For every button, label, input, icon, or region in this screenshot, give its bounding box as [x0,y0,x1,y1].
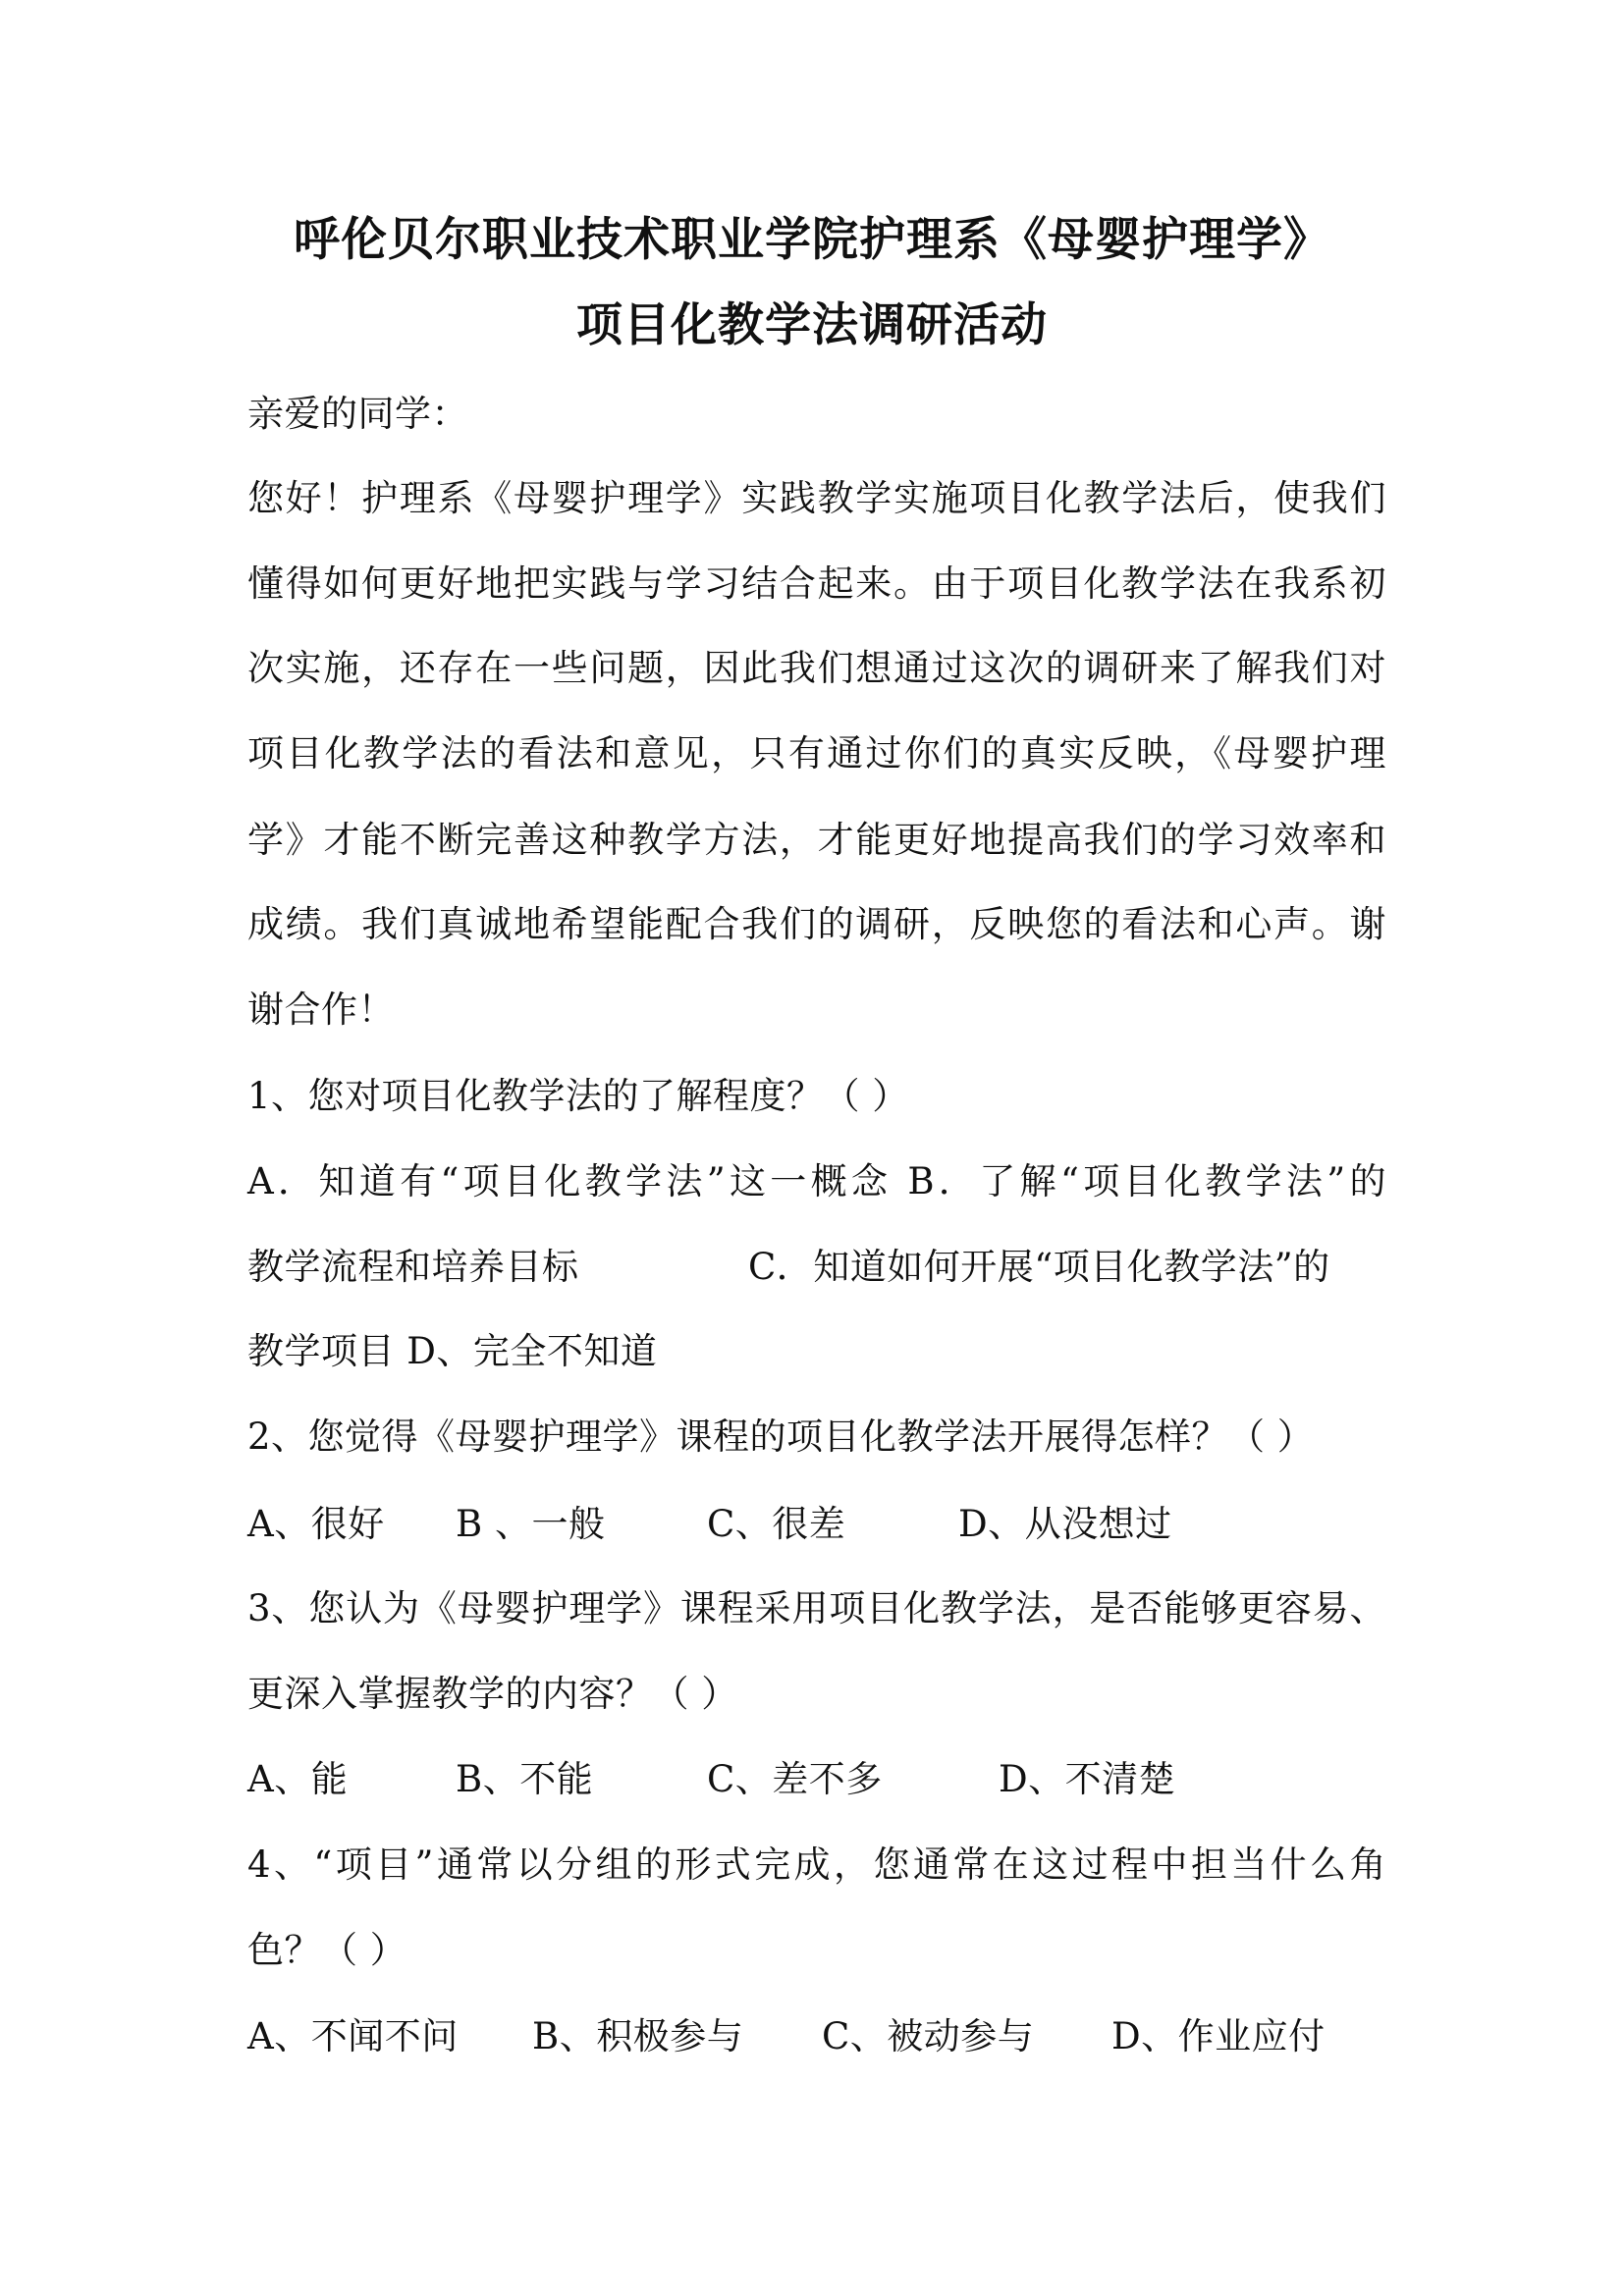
question-4-option-a: A、不闻不问 [247,2015,459,2057]
question-2-option-d: D、从没想过 [958,1503,1172,1545]
document-title-line-2: 项目化教学法调研活动 [576,298,1048,352]
document-title-line-1: 呼伦贝尔职业技术职业学院护理系《母婴护理学》 [294,213,1330,267]
question-2-option-a: A、很好 [247,1503,385,1545]
question-2: 2、您觉得《母婴护理学》课程的项目化教学法开展得怎样？（ ） [247,1415,1315,1458]
question-3-option-a: A、能 [247,1758,349,1800]
question-1-options-line-3: 教学项目 D、完全不知道 [247,1330,658,1372]
question-2-option-c: C、很差 [707,1503,846,1545]
intro-line-4: 项目化教学法的看法和意见，只有通过你们的真实反映，《母婴护理 [247,732,1386,774]
question-4-option-b: B、积极参与 [532,2015,744,2057]
question-4-options [247,2012,1386,2061]
question-1-line-2-left: 教学流程和培养目标 [247,1246,579,1288]
greeting: 亲爱的同学： [247,393,468,435]
question-3-option-d: D、不清楚 [999,1758,1176,1800]
question-4-line-2: 色？（ ） [247,1929,407,1971]
question-3-option-c: C、差不多 [707,1758,883,1800]
question-3-options [247,1755,1386,1804]
question-4-option-c: C、被动参与 [822,2015,1035,2057]
intro-line-2: 懂得如何更好地把实践与学习结合起来。由于项目化教学法在我系初 [247,562,1386,605]
question-3-line-1: 3、您认为《母婴护理学》课程采用项目化教学法，是否能够更容易、 [247,1587,1386,1629]
question-1-options-line-1: A．知道有“项目化教学法”这一概念 B．了解“项目化教学法”的 [247,1160,1386,1202]
intro-line-5: 学》才能不断完善这种教学方法，才能更好地提高我们的学习效率和 [247,819,1386,861]
question-2-options [247,1500,1386,1549]
question-4-option-d: D、作业应付 [1111,2015,1326,2057]
question-1: 1、您对项目化教学法的了解程度？（ ） [247,1075,909,1117]
intro-line-6: 成绩。我们真诚地希望能配合我们的调研，反映您的看法和心声。谢 [247,903,1386,945]
intro-line-1: 您好！护理系《母婴护理学》实践教学实施项目化教学法后，使我们 [247,477,1386,519]
question-2-option-b: B 、一般 [456,1503,606,1545]
question-4-line-1: 4、“项目”通常以分组的形式完成，您通常在这过程中担当什么角 [247,1843,1386,1886]
intro-line-7: 谢合作！ [247,988,395,1031]
question-3-line-2: 更深入掌握教学的内容？（ ） [247,1673,738,1715]
question-3-option-b: B、不能 [456,1758,594,1800]
intro-line-3: 次实施，还存在一些问题，因此我们想通过这次的调研来了解我们对 [247,647,1386,689]
question-1-options-line-2 [247,1243,1386,1292]
question-1-option-c: C．知道如何开展“项目化教学法”的 [748,1246,1330,1288]
